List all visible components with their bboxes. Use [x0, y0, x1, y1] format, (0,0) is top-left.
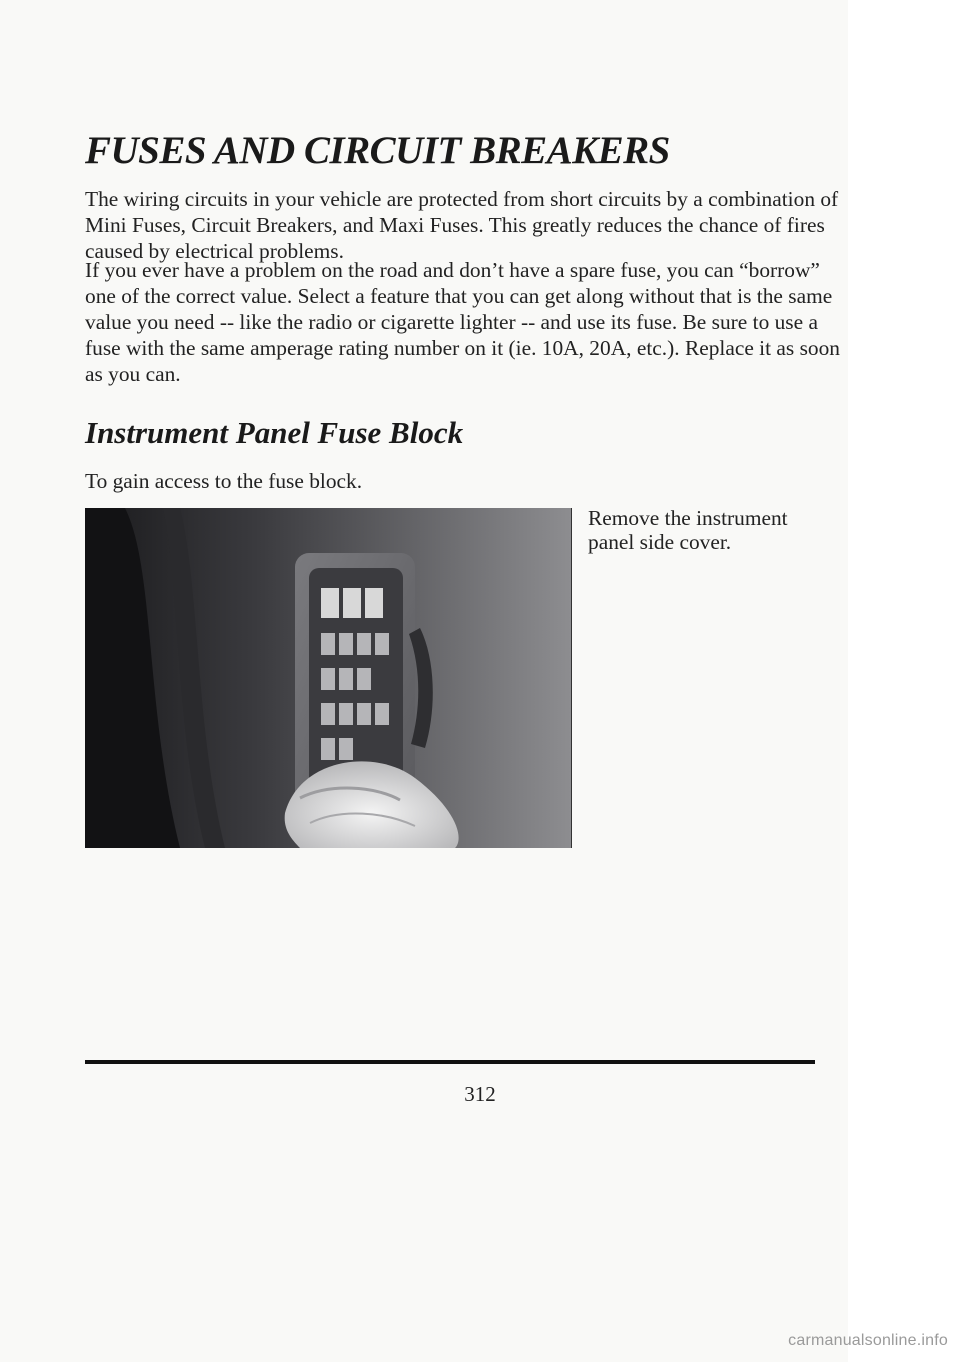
page-edge — [848, 0, 960, 1362]
photo-caption: Remove the instrument panel side cover. — [588, 506, 788, 554]
page-number: 312 — [464, 1082, 496, 1106]
watermark: carmanualsonline.info — [788, 1332, 948, 1349]
section-intro: To gain access to the fuse block. — [85, 469, 363, 493]
fuse-block-photo — [85, 508, 572, 848]
fuse-block-photo-image — [85, 508, 571, 848]
intro-paragraph: The wiring circuits in your vehicle are protected from short circuits by a combination of Mini Fuses, Circuit Breakers, and Maxi Fuses. This greatly reduces the chance of fires caused by electrical problems. — [85, 187, 839, 263]
section-title: Instrument Panel Fuse Block — [85, 415, 464, 450]
page-title: FUSES AND CIRCUIT BREAKERS — [85, 129, 670, 172]
footer-rule — [85, 1060, 815, 1064]
spare-fuse-paragraph: If you ever have a problem on the road and don’t have a spare fuse, you can “borrow” one of the correct value. Select a feature that you can get along without that is the same value you need -- like the radio or cigarette lighter -- and use its fuse. Be sure to use a fuse with the same amperage rating number on it (ie. 10A, 20A, etc.). Replace it as soon as you can. — [85, 258, 840, 386]
